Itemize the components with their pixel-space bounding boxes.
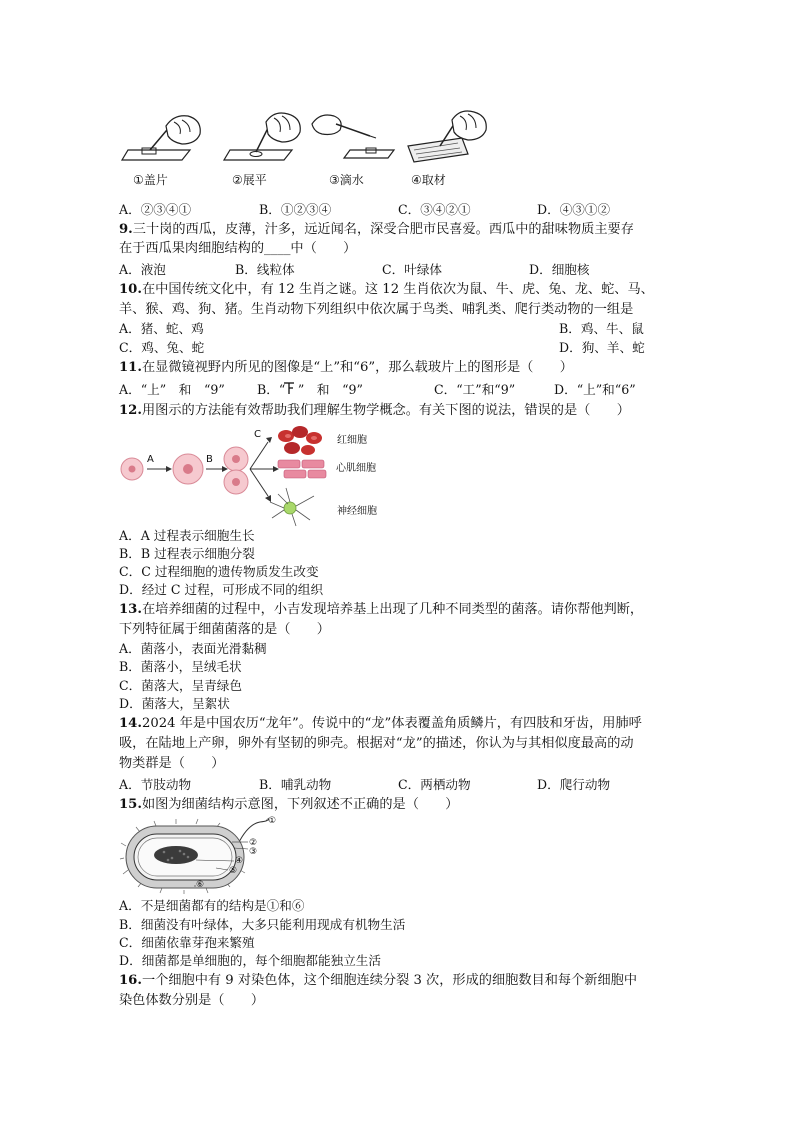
q11-option-a: A．“上” 和 “9” xyxy=(119,382,225,397)
q13-option-b: B．菌落小，呈绒毛状 xyxy=(119,659,242,674)
q14-number: 14. xyxy=(119,716,142,731)
q15-option-a: A．不是细菌都有的结构是①和⑥ xyxy=(119,898,305,913)
q8-caption-3: ③滴水 xyxy=(329,173,364,187)
q16-stem-line2: 染色体数分别是（ ） xyxy=(119,993,265,1008)
q11-inverted-shang-glyph xyxy=(283,381,295,395)
q14-stem-line2: 吸，在陆地上产卵，卵外有坚韧的卵壳。根据对“龙”的描述，你认为与其相似度最高的动 xyxy=(119,736,634,751)
q12-option-b: B．B 过程表示细胞分裂 xyxy=(119,546,255,561)
q10-option-b: B．鸡、牛、鼠 xyxy=(559,321,644,336)
q15-option-c: C．细菌依靠芽孢来繁殖 xyxy=(119,935,255,950)
q13-option-a: A．菌落小，表面光滑黏稠 xyxy=(119,641,267,656)
q9-number: 9. xyxy=(119,222,133,237)
q12-text: 用图示的方法能有效帮助我们理解生物学概念。有关下图的说法，错误的是（ ） xyxy=(141,403,630,418)
q11-text: 在显微镜视野内所见的图像是“上”和“6”，那么载玻片上的图形是（ ） xyxy=(141,360,573,375)
q10-stem-line1 xyxy=(119,281,654,299)
q9-stem-line1 xyxy=(119,221,634,239)
q12-label-cardiac-cell: 心肌细胞 xyxy=(336,463,376,474)
q16-number: 16. xyxy=(119,973,142,988)
q12-label-b: B xyxy=(206,454,213,465)
q12-label-red-cell: 红细胞 xyxy=(337,435,367,446)
q12-option-c: C．C 过程细胞的遗传物质发生改变 xyxy=(119,564,319,579)
q13-option-c: C．菌落大，呈青绿色 xyxy=(119,678,242,693)
q15-label-5: ⑤ xyxy=(229,866,238,876)
q15-label-6: ⑥ xyxy=(196,880,205,890)
q9-option-d: D．细胞核 xyxy=(529,262,590,277)
q14-option-b: B．哺乳动物 xyxy=(259,777,332,792)
hand-drip-water-drawing xyxy=(310,108,400,162)
q14-text: 2024 年是中国农历“龙年”。传说中的“龙”体表覆盖角质鳞片，有四肢和牙齿，用肺呼 xyxy=(141,716,642,731)
q8-option-c: C．③④②① xyxy=(398,202,471,217)
q11-stem xyxy=(119,359,573,377)
q16-stem-line1 xyxy=(119,972,637,990)
q12-label-nerve-cell: 神经细胞 xyxy=(337,506,377,517)
q12-label-a: A xyxy=(147,454,154,465)
q10-stem-line2: 羊、猴、鸡、狗、猪。生肖动物下列组织中依次属于鸟类、哺乳类、爬行类动物的一组是 xyxy=(119,302,634,317)
q14-stem-line3: 物类群是（ ） xyxy=(119,756,225,771)
q15-text: 如图为细菌结构示意图，下列叙述不正确的是（ ） xyxy=(141,797,459,812)
q8-option-d: D．④③①② xyxy=(537,202,611,217)
q14-option-a: A．节肢动物 xyxy=(119,777,192,792)
q14-stem-line1 xyxy=(119,715,642,733)
q13-number: 13. xyxy=(119,602,142,617)
q8-caption-1: ①盖片 xyxy=(133,173,168,187)
q15-option-b: B．细菌没有叶绿体，大多只能利用现成有机物生活 xyxy=(119,917,406,932)
q13-stem-line1 xyxy=(119,601,643,619)
q11-number: 11. xyxy=(119,360,142,375)
q15-number: 15. xyxy=(119,797,142,812)
q14-option-c: C．两栖动物 xyxy=(398,777,471,792)
q10-option-d: D．狗、羊、蛇 xyxy=(559,340,645,355)
q11-option-d: D．“上”和“6” xyxy=(554,382,636,397)
q9-stem-line2: 在于西瓜果肉细胞结构的____中（ ） xyxy=(119,241,357,256)
q8-option-a: A．②③④① xyxy=(119,202,192,217)
q8-caption-2: ②展平 xyxy=(232,173,267,187)
q16-text: 一个细胞中有 9 对染色体，这个细胞连续分裂 3 次，形成的细胞数目和每个新细胞中 xyxy=(141,973,638,988)
q15-option-d: D．细菌都是单细胞的，每个细胞都能独立生活 xyxy=(119,953,381,968)
q12-option-d: D．经过 C 过程，可形成不同的组织 xyxy=(119,582,324,597)
q15-label-2: ② xyxy=(249,838,258,848)
q15-stem xyxy=(119,796,458,814)
q15-label-1: ① xyxy=(268,816,277,826)
q11-option-b: B．“ ” 和 “9” xyxy=(257,382,363,397)
q9-text: 三十岗的西瓜，皮薄，汁多，远近闻名，深受合肥市民喜爱。西瓜中的甜味物质主要存 xyxy=(132,222,634,237)
q9-option-b: B．线粒体 xyxy=(235,262,295,277)
hand-take-material-drawing xyxy=(404,108,494,162)
bacterium-structure-diagram xyxy=(120,816,270,894)
q14-option-d: D．爬行动物 xyxy=(537,777,611,792)
q15-label-3: ③ xyxy=(249,847,258,857)
q13-text: 在培养细菌的过程中，小吉发现培养基上出现了几种不同类型的菌落。请你帮他判断， xyxy=(141,602,644,617)
q13-stem-line2: 下列特征属于细菌菌落的是（ ） xyxy=(119,622,330,637)
q9-option-a: A．液泡 xyxy=(119,262,166,277)
q10-option-c: C．鸡、兔、蛇 xyxy=(119,340,205,355)
q8-option-b: B．①②③④ xyxy=(259,202,332,217)
q10-number: 10. xyxy=(119,282,142,297)
hand-flatten-drawing xyxy=(222,110,312,162)
q9-option-c: C．叶绿体 xyxy=(382,262,443,277)
q10-option-a: A．猪、蛇、鸡 xyxy=(119,321,204,336)
q11-option-c: C．“工”和“9” xyxy=(434,382,516,397)
q12-stem xyxy=(119,402,630,420)
q12-number: 12. xyxy=(119,403,142,418)
q13-option-d: D．菌落大，呈絮状 xyxy=(119,696,230,711)
q8-caption-4: ④取材 xyxy=(411,173,446,187)
q12-label-c: C xyxy=(254,429,261,440)
q15-label-4: ④ xyxy=(235,856,244,866)
q10-text: 在中国传统文化中，有 12 生肖之谜。这 12 生肖依次为鼠、牛、虎、兔、龙、蛇、马、 xyxy=(141,282,654,297)
hand-cover-slip-drawing xyxy=(120,110,210,162)
q12-option-a: A．A 过程表示细胞生长 xyxy=(119,528,255,543)
